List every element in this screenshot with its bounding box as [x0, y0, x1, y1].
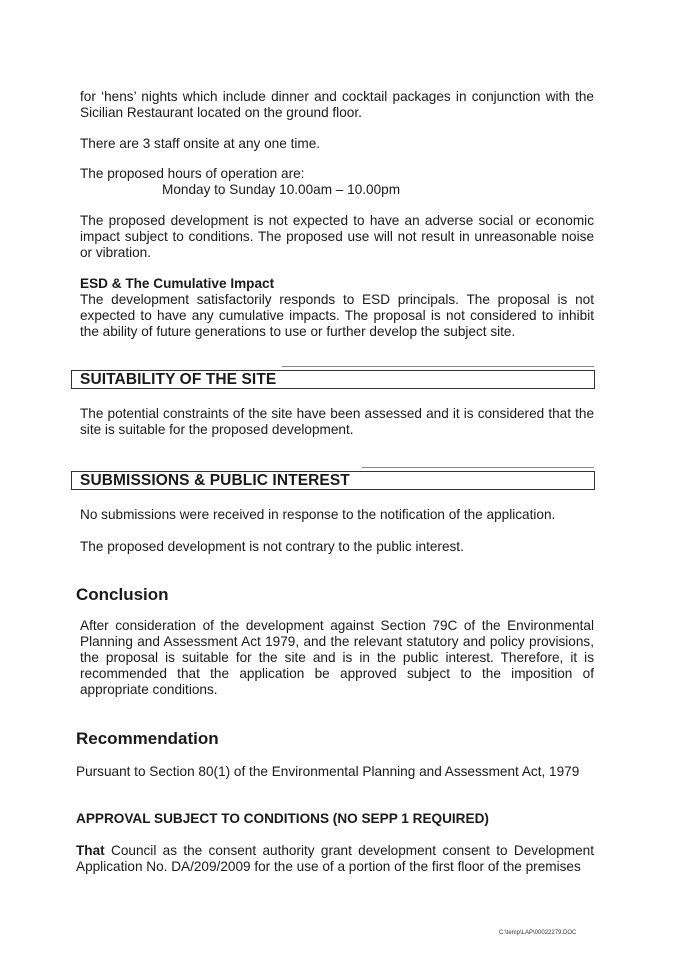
paragraph-staff: There are 3 staff onsite at any one time. [80, 136, 321, 151]
section-banner-suitability [71, 370, 595, 389]
paragraph-recommendation: Pursuant to Section 80(1) of the Environmental Planning and Assessment Act, 1979 [76, 764, 580, 779]
banner-rule [362, 467, 594, 468]
esd-text: The development satisfactorily responds to ESD principals. The proposal is not expected to have any cumulative impacts. The proposal is not considered to inhibit the ability of future generations to use or further develop the subject site. [80, 292, 594, 339]
that-word: That [76, 843, 105, 858]
paragraph-suitability: The potential constraints of the site have been assessed and it is considered that the site is suitable for the proposed development. [80, 406, 594, 437]
paragraph-approval [76, 843, 594, 875]
paragraph-public-interest: The proposed development is not contrary to the public interest. [80, 539, 464, 554]
section-banner-submissions [71, 471, 595, 490]
esd-block [80, 276, 594, 340]
hours-value: Monday to Sunday 10.00am – 10.00pm [162, 182, 401, 197]
footer-file-path: C:\temp\LAP\00022279.DOC [499, 930, 577, 936]
approval-text: Council as the consent authority grant development consent to Development Application No. DA/209/2009 for the use of a portion of the first floor of the premises [76, 843, 594, 874]
conclusion-heading: Conclusion [76, 585, 169, 604]
approval-heading: APPROVAL SUBJECT TO CONDITIONS (NO SEPP 1 REQUIRED) [76, 811, 489, 826]
hours-intro: The proposed hours of operation are: [80, 166, 305, 181]
paragraph-impact: The proposed development is not expected to have an adverse social or economic impact subject to conditions. The proposed use will not result in unreasonable noise or vibration. [80, 213, 594, 260]
paragraph-submissions: No submissions were received in response to the notification of the application. [80, 507, 556, 522]
paragraph-conclusion: After consideration of the development against Section 79C of the Environmental Planning and Assessment Act 1979, and the relevant statutory and policy provisions, the proposal is suitable for the site and is in the public interest. Therefore, it is recommended that the application be approved subject to the imposition of appropriate conditions. [80, 618, 594, 697]
section-title-suitability: SUITABILITY OF THE SITE [80, 371, 277, 388]
recommendation-heading: Recommendation [76, 729, 219, 748]
section-title-submissions: SUBMISSIONS & PUBLIC INTEREST [80, 472, 350, 489]
paragraph-hens-nights: for ‘hens’ nights which include dinner and cocktail packages in conjunction with the Sicilian Restaurant located on the ground floor. [80, 89, 594, 120]
hours-block [80, 166, 594, 198]
esd-heading: ESD & The Cumulative Impact [80, 276, 275, 291]
banner-rule [282, 366, 594, 367]
